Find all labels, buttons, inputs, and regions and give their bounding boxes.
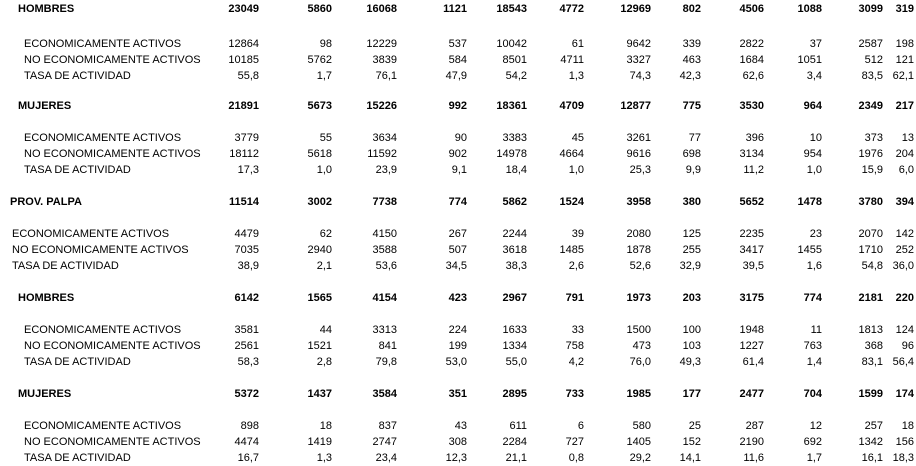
table-cell: 319 [895,3,914,15]
table-cell: 11514 [229,196,259,208]
table-cell: 2,8 [316,356,332,368]
table-cell: 1948 [739,324,764,336]
table-cell: 152 [682,436,701,448]
table-cell: 1088 [797,3,822,15]
table-cell: 17,3 [237,164,259,176]
table-cell: 2349 [858,100,883,112]
table-cell: 98 [319,38,332,50]
table-cell: 763 [803,340,822,352]
table-cell: 96 [901,340,914,352]
table-cell: 1710 [858,244,883,256]
table-cell: 100 [682,324,701,336]
table-row [0,452,916,466]
table-row [0,54,916,68]
table-cell: 11592 [367,148,397,160]
table-cell: 124 [895,324,914,336]
table-cell: 2587 [858,38,883,50]
table-cell: 199 [448,340,467,352]
table-cell: 5652 [739,196,764,208]
table-cell: 54,2 [505,70,527,82]
row-label: MUJERES [18,100,72,112]
table-cell: 394 [895,196,914,208]
table-cell: 1,7 [806,452,822,464]
table-cell: 23,4 [375,452,397,464]
table-cell: 38,9 [237,260,259,272]
table-cell: 380 [682,196,701,208]
table-cell: 1478 [797,196,822,208]
table-cell: 33 [571,324,584,336]
table-cell: 512 [864,54,883,66]
table-cell: 1051 [797,54,822,66]
table-cell: 1521 [307,340,332,352]
table-cell: 1,4 [806,356,822,368]
table-cell: 2822 [739,38,764,50]
table-cell: 252 [895,244,914,256]
row-label: MUJERES [18,388,72,400]
table-cell: 61 [571,38,584,50]
row-label: ECONOMICAMENTE ACTIVOS [12,228,170,240]
table-cell: 55,8 [237,70,259,82]
table-cell: 18 [319,420,332,432]
table-cell: 12 [809,420,822,432]
table-cell: 4772 [559,3,584,15]
table-cell: 351 [448,388,467,400]
table-cell: 1500 [626,324,651,336]
table-cell: 2477 [739,388,764,400]
table-cell: 2967 [502,292,527,304]
table-cell: 3313 [372,324,397,336]
table-cell: 1,7 [316,70,332,82]
table-cell: 463 [682,54,701,66]
table-cell: 255 [682,244,701,256]
table-cell: 16068 [366,3,397,15]
table-cell: 1485 [559,244,584,256]
table-cell: 32,9 [679,260,701,272]
table-cell: 1878 [626,244,651,256]
table-cell: 3958 [626,196,651,208]
table-cell: 62,6 [742,70,764,82]
table-cell: 2080 [626,228,651,240]
table-cell: 3134 [739,148,764,160]
table-cell: 2,6 [568,260,584,272]
table-cell: 14978 [496,148,527,160]
table-cell: 16,7 [237,452,259,464]
table-cell: 964 [803,100,822,112]
table-cell: 18,4 [505,164,527,176]
table-cell: 898 [240,420,259,432]
section-row [0,3,916,17]
table-cell: 1684 [739,54,764,66]
table-row [0,38,916,52]
table-cell: 3634 [372,132,397,144]
table-cell: 3581 [234,324,259,336]
table-cell: 841 [378,340,397,352]
table-cell: 1565 [307,292,332,304]
table-cell: 18543 [496,3,527,15]
table-cell: 9642 [626,38,651,50]
table-cell: 1524 [559,196,584,208]
row-label: ECONOMICAMENTE ACTIVOS [24,132,182,144]
table-cell: 3584 [372,388,397,400]
table-cell: 4664 [559,148,584,160]
table-cell: 12864 [228,38,259,50]
table-cell: 7035 [234,244,259,256]
table-cell: 775 [682,100,701,112]
table-cell: 121 [895,54,914,66]
section-row [0,100,916,114]
table-cell: 1342 [858,436,883,448]
row-label: NO ECONOMICAMENTE ACTIVOS [24,436,201,448]
table-cell: 1455 [797,244,822,256]
table-cell: 4150 [372,228,397,240]
table-cell: 5372 [234,388,259,400]
table-cell: 954 [803,148,822,160]
table-cell: 1419 [307,436,332,448]
table-cell: 12,3 [445,452,467,464]
table-cell: 79,8 [375,356,397,368]
table-cell: 125 [682,228,701,240]
table-cell: 23049 [228,3,259,15]
table-cell: 36,0 [892,260,914,272]
table-cell: 733 [565,388,584,400]
table-cell: 18112 [229,148,259,160]
table-cell: 368 [864,340,883,352]
table-cell: 6,0 [898,164,914,176]
table-cell: 14,1 [679,452,701,464]
table-cell: 5673 [307,100,332,112]
table-cell: 38,3 [505,260,527,272]
table-cell: 4709 [559,100,584,112]
table-cell: 11,6 [743,452,764,464]
table-cell: 396 [745,132,764,144]
table-row [0,70,916,84]
table-cell: 727 [565,436,584,448]
table-cell: 53,0 [445,356,467,368]
table-cell: 10 [809,132,822,144]
row-label: NO ECONOMICAMENTE ACTIVOS [24,148,201,160]
row-label: NO ECONOMICAMENTE ACTIVOS [12,244,189,256]
table-cell: 6 [577,420,584,432]
table-cell: 1,6 [806,260,822,272]
row-label: ECONOMICAMENTE ACTIVOS [24,420,182,432]
table-cell: 1976 [858,148,883,160]
table-cell: 1599 [858,388,883,400]
table-cell: 18,3 [892,452,914,464]
table-cell: 39,5 [742,260,764,272]
table-cell: 3618 [502,244,527,256]
table-cell: 3099 [858,3,883,15]
table-cell: 1405 [626,436,651,448]
table-cell: 18 [901,420,914,432]
table-cell: 1973 [626,292,651,304]
table-cell: 902 [448,148,467,160]
row-label: HOMBRES [18,292,75,304]
table-cell: 3839 [372,54,397,66]
table-cell: 308 [448,436,467,448]
table-cell: 220 [895,292,914,304]
table-cell: 58,3 [237,356,259,368]
row-label: NO ECONOMICAMENTE ACTIVOS [24,54,201,66]
table-cell: 1,3 [568,70,584,82]
table-cell: 217 [895,100,914,112]
table-cell: 5762 [307,54,332,66]
table-cell: 5860 [307,3,332,15]
table-cell: 25 [688,420,701,432]
table-cell: 76,1 [375,70,397,82]
table-cell: 1227 [739,340,764,352]
table-cell: 2895 [502,388,527,400]
table-cell: 9616 [626,148,651,160]
table-cell: 142 [895,228,914,240]
row-label: TASA DE ACTIVIDAD [24,452,131,464]
table-cell: 1985 [626,388,651,400]
table-cell: 2181 [858,292,883,304]
table-cell: 802 [682,3,701,15]
table-cell: 3002 [307,196,332,208]
table-cell: 287 [745,420,764,432]
table-cell: 12969 [620,3,651,15]
table-cell: 4,2 [568,356,584,368]
table-cell: 49,3 [679,356,701,368]
table-cell: 45 [571,132,584,144]
table-cell: 43 [454,420,467,432]
row-label: TASA DE ACTIVIDAD [24,164,131,176]
table-cell: 2940 [307,244,332,256]
table-cell: 18361 [496,100,527,112]
table-cell: 76,0 [629,356,651,368]
table-cell: 1633 [502,324,527,336]
table-cell: 204 [895,148,914,160]
table-cell: 53,6 [375,260,397,272]
row-label: ECONOMICAMENTE ACTIVOS [24,38,182,50]
table-cell: 2235 [739,228,764,240]
table-cell: 1121 [443,3,467,15]
table-cell: 3175 [739,292,764,304]
table-cell: 2284 [502,436,527,448]
table-cell: 90 [454,132,467,144]
table-cell: 692 [803,436,822,448]
table-cell: 2747 [372,436,397,448]
table-cell: 8501 [502,54,527,66]
table-cell: 837 [378,420,397,432]
table-cell: 0,8 [568,452,584,464]
table-cell: 42,3 [679,70,701,82]
table-cell: 537 [448,38,467,50]
table-cell: 5618 [307,148,332,160]
table-cell: 4474 [234,436,259,448]
table-cell: 3261 [626,132,651,144]
table-cell: 13 [901,132,914,144]
table-cell: 9,9 [685,164,701,176]
table-cell: 5862 [502,196,527,208]
table-cell: 47,9 [445,70,467,82]
table-cell: 103 [682,340,701,352]
table-cell: 156 [895,436,914,448]
table-cell: 62 [319,228,332,240]
table-cell: 3383 [502,132,527,144]
row-label: TASA DE ACTIVIDAD [12,260,119,272]
table-cell: 1437 [307,388,332,400]
section-row [0,388,916,402]
table-cell: 2190 [739,436,764,448]
table-cell: 55,0 [505,356,527,368]
table-cell: 1,0 [316,164,332,176]
table-cell: 4711 [560,54,584,66]
table-cell: 339 [682,38,701,50]
table-cell: 37 [809,38,822,50]
table-cell: 3780 [858,196,883,208]
table-cell: 257 [864,420,883,432]
table-cell: 177 [682,388,701,400]
table-cell: 23,9 [375,164,397,176]
table-cell: 11 [810,324,822,336]
table-row [0,148,916,162]
table-row [0,356,916,370]
table-row [0,132,916,146]
table-cell: 4154 [372,292,397,304]
table-cell: 29,2 [629,452,651,464]
table-cell: 23 [809,228,822,240]
table-row [0,260,916,274]
table-cell: 55 [319,132,332,144]
table-cell: 52,6 [629,260,651,272]
table-row [0,244,916,258]
table-cell: 7738 [372,196,397,208]
table-cell: 10185 [228,54,259,66]
table-cell: 15226 [366,100,397,112]
table-cell: 83,5 [861,70,883,82]
table-cell: 83,1 [861,356,883,368]
table-cell: 267 [448,228,467,240]
table-row [0,420,916,434]
row-label: TASA DE ACTIVIDAD [24,356,131,368]
table-cell: 1,3 [316,452,332,464]
table-cell: 6142 [234,292,259,304]
table-cell: 34,5 [445,260,467,272]
table-cell: 774 [803,292,822,304]
table-cell: 198 [895,38,914,50]
table-cell: 3530 [739,100,764,112]
table-cell: 1,0 [568,164,584,176]
table-cell: 224 [448,324,467,336]
table-cell: 2561 [234,340,259,352]
table-cell: 77 [688,132,701,144]
row-label: NO ECONOMICAMENTE ACTIVOS [24,340,201,352]
table-cell: 203 [682,292,701,304]
table-cell: 10042 [496,38,527,50]
table-cell: 2070 [858,228,883,240]
table-row [0,324,916,338]
table-cell: 774 [448,196,467,208]
table-cell: 584 [448,54,467,66]
table-cell: 12229 [366,38,397,50]
table-cell: 992 [448,100,467,112]
table-cell: 12877 [620,100,651,112]
table-cell: 507 [448,244,467,256]
table-row [0,436,916,450]
table-cell: 4506 [739,3,764,15]
table-cell: 2,1 [316,260,332,272]
table-cell: 21,1 [505,452,527,464]
table-row [0,228,916,242]
table-cell: 9,1 [451,164,467,176]
table-cell: 44 [319,324,332,336]
table-cell: 3588 [372,244,397,256]
table-cell: 174 [895,388,914,400]
table-cell: 11,2 [743,164,764,176]
table-cell: 39 [571,228,584,240]
table-cell: 4479 [234,228,259,240]
table-cell: 758 [565,340,584,352]
row-label: TASA DE ACTIVIDAD [24,70,131,82]
table-cell: 61,4 [742,356,764,368]
table-cell: 3779 [234,132,259,144]
row-label: PROV. PALPA [10,196,82,208]
section-row [0,292,916,306]
table-cell: 611 [509,420,527,432]
table-cell: 473 [632,340,651,352]
row-label: HOMBRES [18,3,75,15]
table-cell: 16,1 [861,452,883,464]
table-cell: 1334 [502,340,527,352]
table-cell: 54,8 [861,260,883,272]
table-cell: 3,4 [806,70,822,82]
table-cell: 3327 [626,54,651,66]
table-cell: 2244 [502,228,527,240]
table-cell: 56,4 [892,356,914,368]
table-cell: 25,3 [629,164,651,176]
row-label: ECONOMICAMENTE ACTIVOS [24,324,182,336]
section-row [0,196,916,210]
table-cell: 1,0 [806,164,822,176]
table-cell: 698 [682,148,701,160]
table-cell: 1813 [858,324,883,336]
table-row [0,340,916,354]
table-cell: 15,9 [861,164,883,176]
table-row [0,164,916,178]
table-cell: 373 [864,132,883,144]
table-cell: 62,1 [892,70,914,82]
table-cell: 74,3 [629,70,651,82]
table-cell: 3417 [739,244,764,256]
table-cell: 580 [632,420,651,432]
table-cell: 21891 [228,100,259,112]
table-cell: 423 [448,292,467,304]
table-cell: 704 [803,388,822,400]
table-cell: 791 [565,292,584,304]
